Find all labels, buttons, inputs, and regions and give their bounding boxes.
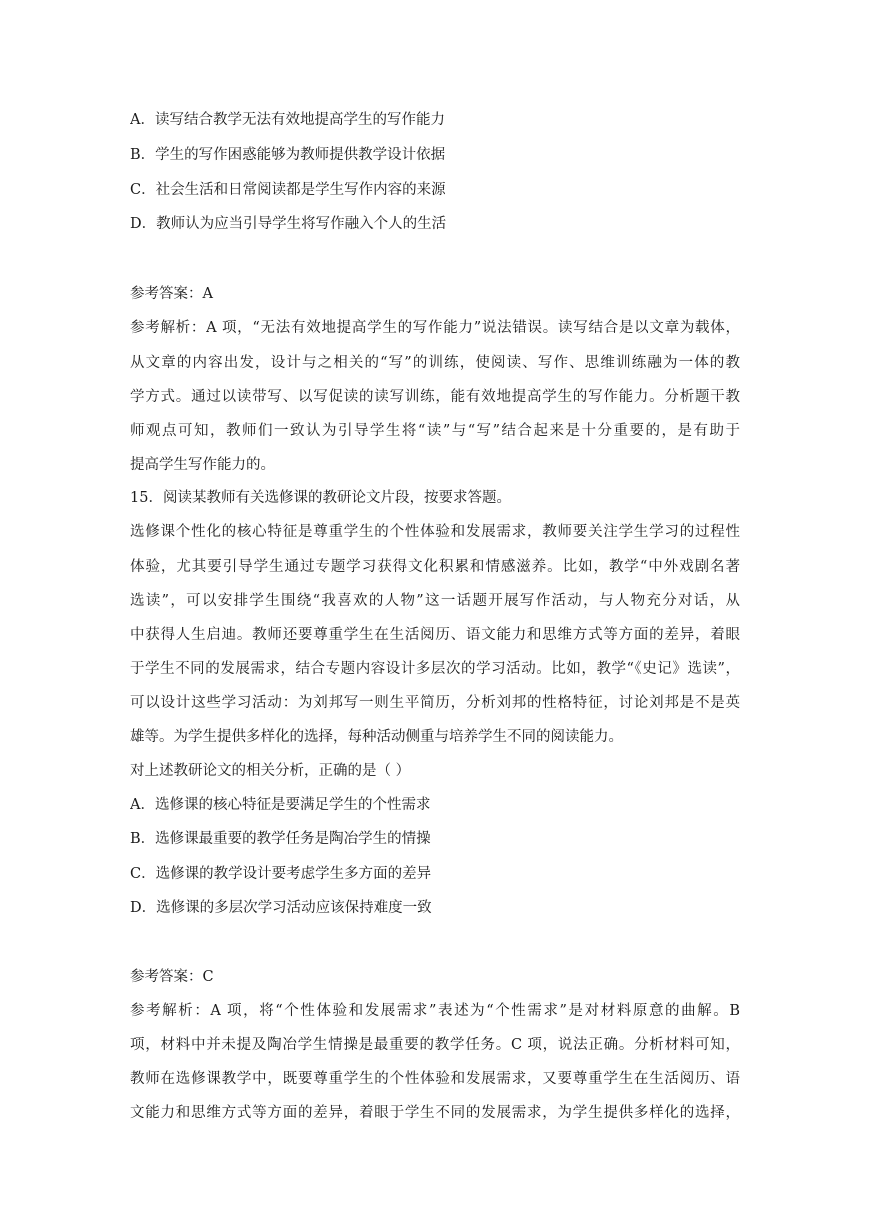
reference-answer: 参考答案：A <box>130 286 213 302</box>
passage-line: 中获得人生启迪。教师还要尊重学生在生活阅历、语文能力和思维方式等方面的差异，着眼 <box>130 627 740 643</box>
option-d: D．选修课的多层次学习活动应该保持难度一致 <box>130 900 432 916</box>
passage-line: 选修课个性化的核心特征是尊重学生的个性体验和发展需求，教师要关注学生学习的过程性 <box>130 524 740 540</box>
passage-line: 体验，尤其要引导学生通过专题学习获得文化积累和情感滋养。比如，教学“中外戏剧名著 <box>130 559 740 575</box>
question-prompt: 对上述教研论文的相关分析，正确的是（ ） <box>130 763 411 779</box>
option-a: A．读写结合教学无法有效地提高学生的写作能力 <box>130 112 445 128</box>
passage-line: 雄等。为学生提供多样化的选择，每种活动侧重与培养学生不同的阅读能力。 <box>130 729 623 745</box>
option-c: C．选修课的教学设计要考虑学生多方面的差异 <box>130 866 432 882</box>
option-d: D．教师认为应当引导学生将写作融入个人的生活 <box>130 216 447 232</box>
analysis-line: 师观点可知，教师们一致认为引导学生将“读”与“写”结合起来是十分重要的，是有助于 <box>130 423 740 439</box>
analysis-line: 项，材料中并未提及陶冶学生情操是最重要的教学任务。C 项，说法正确。分析材料可知， <box>130 1037 740 1053</box>
option-a: A．选修课的核心特征是要满足学生的个性需求 <box>130 797 431 813</box>
analysis-line: 参考解析：A 项，将“个性体验和发展需求”表述为“个性需求”是对材料原意的曲解。B <box>130 1003 740 1019</box>
option-c: C．社会生活和日常阅读都是学生写作内容的来源 <box>130 182 446 198</box>
option-b: B．选修课最重要的教学任务是陶冶学生的情操 <box>130 831 431 847</box>
analysis-line: 从文章的内容出发，设计与之相关的“写”的训练，使阅读、写作、思维训练融为一体的教 <box>130 355 740 371</box>
analysis-line: 参考解析：A 项，“无法有效地提高学生的写作能力”说法错误。读写结合是以文章为载体， <box>130 320 740 336</box>
analysis-line: 提高学生写作能力的。 <box>130 457 275 473</box>
option-b: B．学生的写作困惑能够为教师提供教学设计依据 <box>130 147 446 163</box>
passage-line: 选读”，可以安排学生围绕“我喜欢的人物”这一话题开展写作活动，与人物充分对话，从 <box>130 593 740 609</box>
analysis-line: 学方式。通过以读带写、以写促读的读写训练，能有效地提高学生的写作能力。分析题干教 <box>130 389 740 405</box>
analysis-line: 文能力和思维方式等方面的差异，着眼于学生不同的发展需求，为学生提供多样化的选择， <box>130 1105 740 1121</box>
analysis-line: 教师在选修课教学中，既要尊重学生的个性体验和发展需求，又要尊重学生在生活阅历、语 <box>130 1071 740 1087</box>
passage-line: 于学生不同的发展需求，结合专题内容设计多层次的学习活动。比如，教学“《史记》选读”， <box>130 661 740 677</box>
reference-answer: 参考答案：C <box>130 969 214 985</box>
passage-line: 可以设计这些学习活动：为刘邦写一则生平简历，分析刘邦的性格特征，讨论刘邦是不是英 <box>130 695 740 711</box>
question-title: 15．阅读某教师有关选修课的教研论文片段，按要求答题。 <box>130 490 511 506</box>
